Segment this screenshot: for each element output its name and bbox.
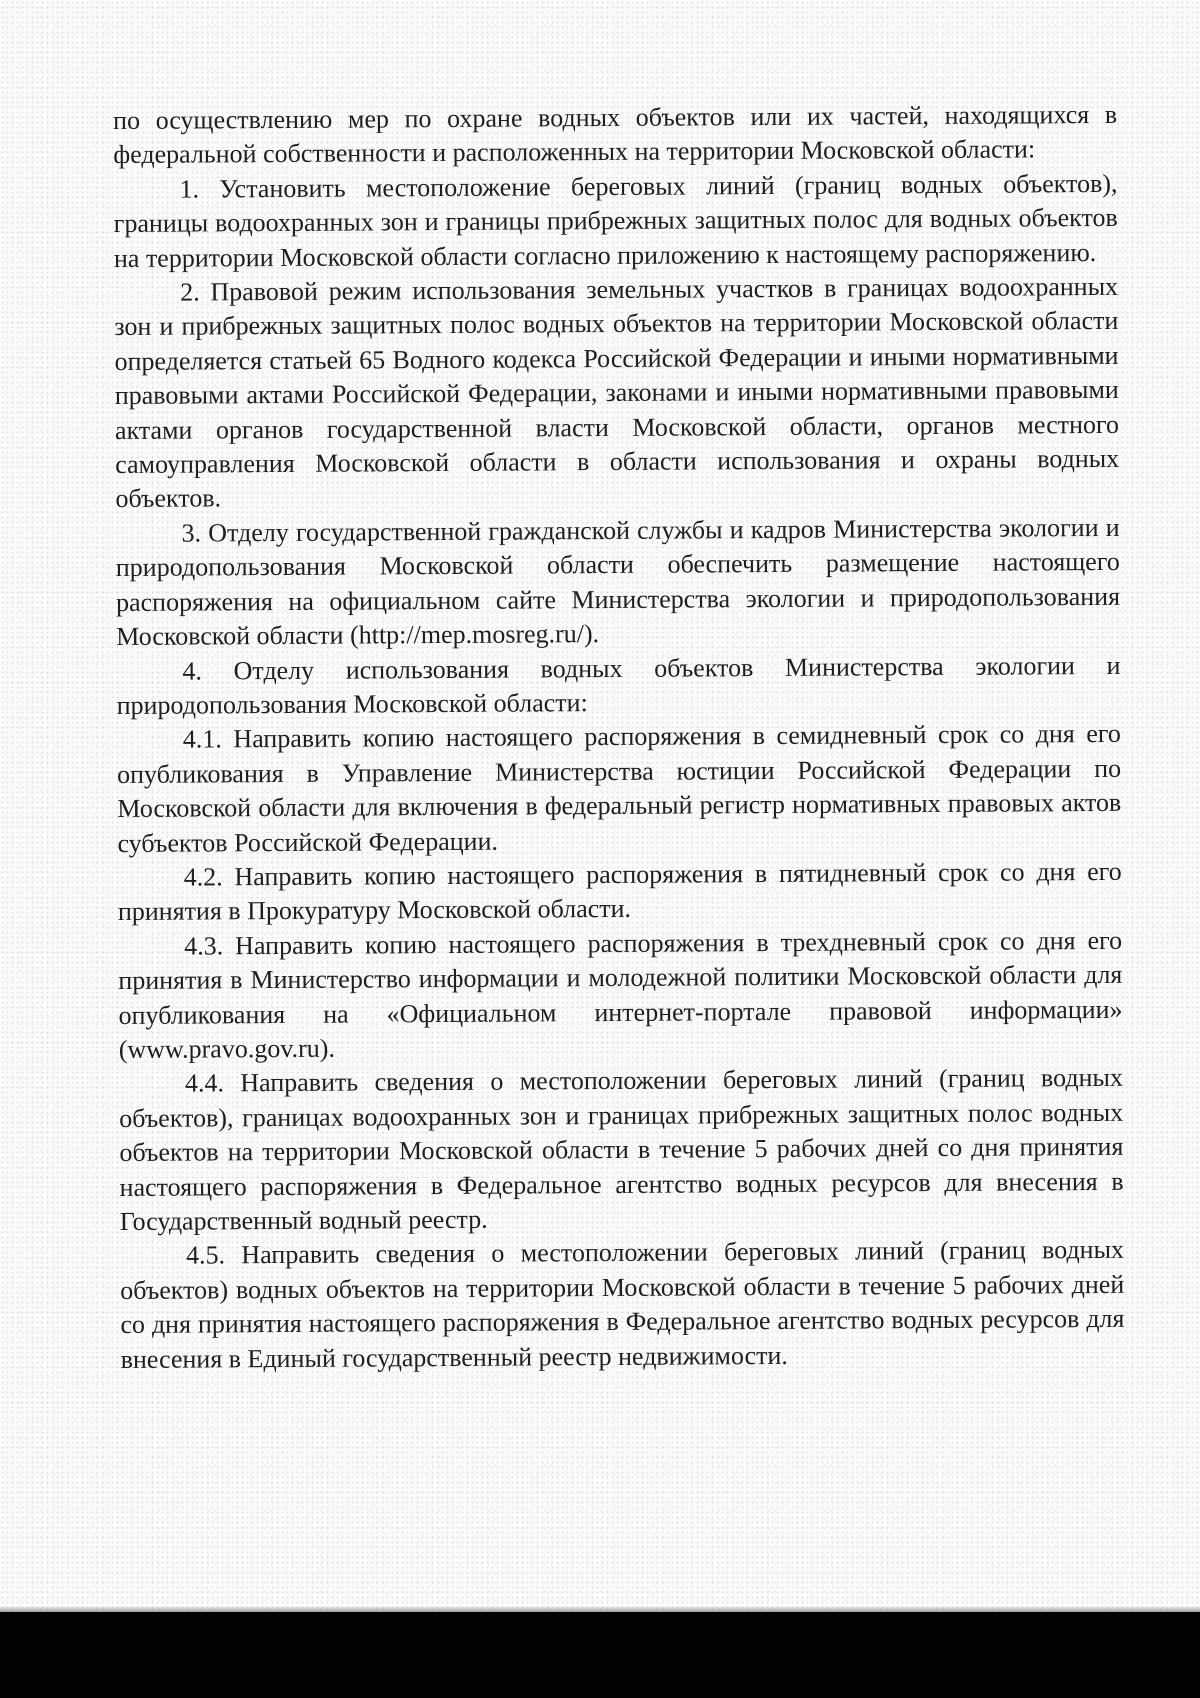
paragraph-3: 3. Отделу государственной гражданской службы и кадров Министерства экологии и природопользования Московской области обеспечить размещение настоящего распоряжения на официальном сайте Министерства экологии и природопользования Московской области (http://mep.mosreg.ru/). — [115, 512, 1121, 652]
paragraph-intro-continuation: по осуществлению мер по охране водных объектов или их частей, находящихся в федеральной собственности и расположенных на территории Московской области: — [113, 99, 1118, 170]
paragraph-1: 1. Установить местоположение береговых линий (границ водных объектов), границы водоохранных зон и границы прибрежных защитных полос для водных объектов на территории Московской области согласно приложению к настоящему распоряжению. — [113, 168, 1118, 273]
scan-bottom-black-strip — [0, 1612, 1200, 1698]
paragraph-2: 2. Правовой режим использования земельных участков в границах водоохранных зон и прибрежных защитных полос водных объектов на территории Московской области определяется статьей 65 Водного кодекса Российской Федерации и иными нормативными правовыми актами Российской Федерации, законами и иными нормативными правовыми актами органов государственной власти Московской области, органов местного самоуправления Московской области в области использования и охраны водных объектов. — [114, 271, 1120, 514]
paragraph-4-1: 4.1. Направить копию настоящего распоряжения в семидневный срок со дня его опубликования в Управление Министерства юстиции Российской Федерации по Московской области для включения в федеральный регистр нормативных правовых актов субъектов Российской Федерации. — [117, 719, 1122, 858]
document-body — [113, 98, 1125, 1377]
paragraph-4-2: 4.2. Направить копию настоящего распоряжения в пятидневный срок со дня его принятия в Прокуратуру Московской области. — [117, 856, 1122, 927]
paragraph-4: 4. Отделу использования водных объектов Министерства экологии и природопользования Московской области: — [116, 650, 1121, 720]
paragraph-4-4: 4.4. Направить сведения о местоположении береговых линий (границ водных объектов), границах водоохранных зон и границах прибрежных защитных полос водных объектов на территории Московской области в течение 5 рабочих дней со дня принятия настоящего распоряжения в Федеральное агентство водных ресурсов для внесения в Государственный водный реестр. — [119, 1063, 1124, 1236]
paragraph-4-5: 4.5. Направить сведения о местоположении береговых линий (границ водных объектов) водных объектов на территории Московской области в течение 5 рабочих дней со дня принятия настоящего распоряжения в Федеральное агентство водных ресурсов для внесения в Единый государственный реестр недвижимости. — [120, 1235, 1125, 1374]
paragraph-4-3: 4.3. Направить копию настоящего распоряжения в трехдневный срок со дня его принятия в Министерство информации и молодежной политики Московской области для опубликования на «Официальном интернет-портале правовой информации» (www.pravo.gov.ru). — [118, 925, 1123, 1064]
